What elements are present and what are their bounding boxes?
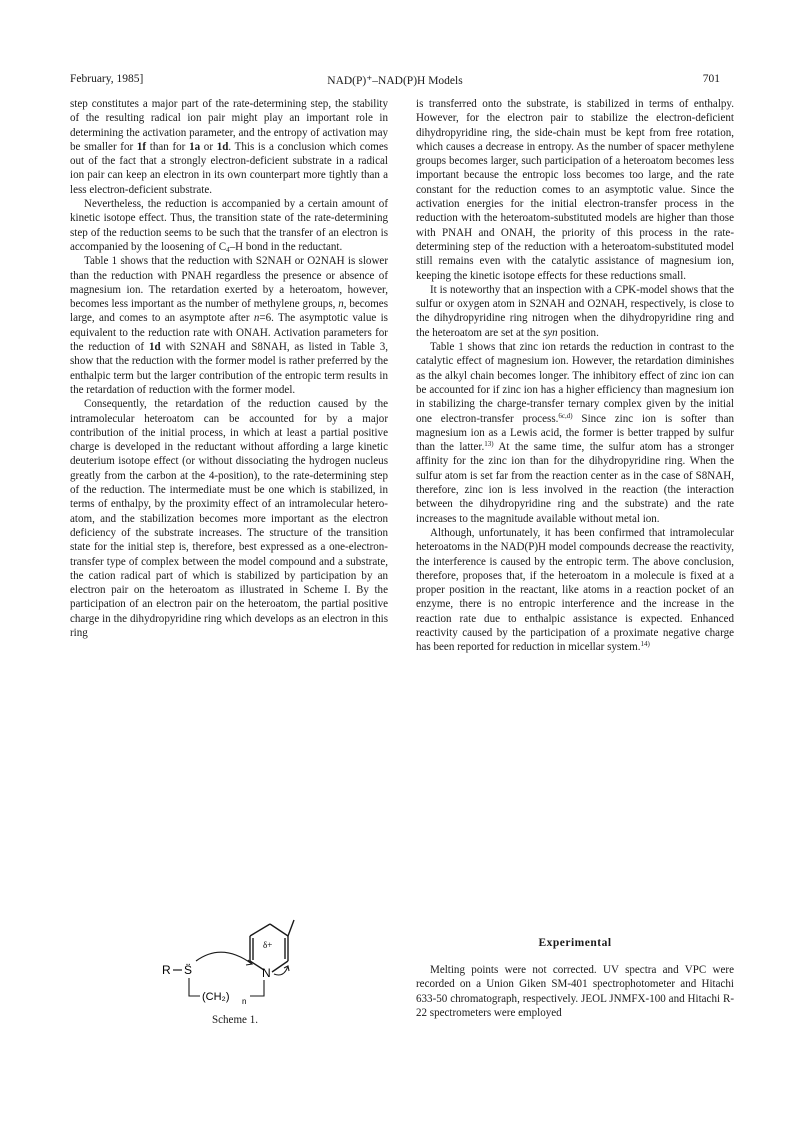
paragraph: It is noteworthy that an inspection with a CPK-model shows that the sulfur or oxygen atom in S2NAH and O2NAH, respectively, is close to the dihydropyridine ring nitrogen when the dihydropyridine ring and the heteroatom are set at the syn position. [416, 283, 734, 339]
experimental-column [416, 963, 734, 1020]
running-title: NAD(P)⁺–NAD(P)H Models [327, 75, 463, 87]
section-title: Experimental [538, 937, 612, 949]
page-number: 701 [702, 73, 720, 85]
scheme-caption: Scheme 1. [211, 1014, 259, 1026]
paragraph: Table 1 shows that zinc ion retards the reduction in contrast to the catalytic effect of magnesium ion. However, the retardation diminishes as the alkyl chain becomes longer. The inhibitory effect of zinc ion can be accounted for if zinc ion has a higher efficiency than magnesium ion in stabilizing the charge-transfer ternary complex given by the initial one electron-transfer process.$^{6c,d)}$ Since zinc ion is softer than magnesium ion as a Lewis acid, the former is better trapped by sulfur than the latter.$^{13)}$ At the same time, the sulfur atom has a stronger affinity for the zinc ion than for the dihydropyridine ring. When the sulfur atom is set far from the reaction center as in the case of S8NAH, therefore, zinc ion is less involved in the reaction (the interaction between the dihydropyridine ring and the substrate) and the rate increases to the magnitude available without metal ion. [416, 341, 734, 525]
r-group-label: R [162, 963, 171, 977]
page-header [70, 73, 720, 89]
paragraph: Although, unfortunately, it has been confirmed that intramolecular heteroatoms in the NAD(P)H model compounds decrease the reactivity, the interference is caused by the entropic term. The above conclusion, therefore, proposes that, if the heteroatom in a molecule is fixed at a proper position in the reactant, like atoms in a reaction pocket of an enzyme, there is no entropic interference and the increase in the reaction rate due to enthalpic assistance is expected. Enhanced reactivity caused by the participation of a proximate negative charge has been reported for reduction in micellar system.$^{14)}$ [416, 526, 734, 654]
sulfur-label: S̈ [184, 963, 193, 977]
methylene-chain-label: (CH₂) [202, 991, 230, 1003]
left-column [70, 97, 388, 640]
chain-subscript: n [242, 997, 247, 1006]
scheme-1-figure [160, 906, 310, 1016]
paragraph: is transferred onto the substrate, is stabilized in terms of enthalpy. However, for the electron pair to stabilize the electron-deficient dihydropyridine ring, the side-chain must be kept from free rotation, which causes a decrease in entropy. As the number of spacer methylene groups becomes larger, such participation of a heteroatom becomes less important because the entropic loss becomes too large, and the rate constant for the reduction comes to an asymptotic value. Since the activation energies for the initial electron-transfer process in the reduction with the heteroatom-substituted models are higher than those with PNAH and ONAH, the priority of this process in the rate-determining step of the reduction with a heteroatom-substituted model still remains even with the catalytic assistance of magnesium ion, keeping the kinetic isotope effects for these reductions small. [416, 98, 734, 282]
nitrogen-label: N [262, 966, 271, 980]
paragraph: Melting points were not corrected. UV spectra and VPC were recorded on a Union Giken SM-401 spectrophotometer and Hitachi 633-50 chromatograph, respectively. JEOL JNMFX-100 and Hitachi R-22 spectrometers were employed [416, 964, 734, 1019]
paragraph: Nevertheless, the reduction is accompanied by a certain amount of kinetic isotope effect. Thus, the transition state of the rate-determining step of the reduction seems to be such that the transfer of an electron is accompanied by the loosening of $C_4-H$ bond in the reductant. [70, 198, 388, 254]
paragraph: Table 1 shows that the reduction with S2NAH or O2NAH is slower than the reduction with PNAH regardless the presence or absence of magnesium ion. The retardation exerted by a heteroatom, however, becomes less important as the number of methylene groups, n, becomes large, and comes to an asymptote after n=6. The asymptotic value is equivalent to the reduction rate with ONAH. Activation parameters for the reduction of 1d with S2NAH and S8NAH, as listed in Table 3, show that the reduction with the former model is rather preferred by the enthalpic term but the larger contribution of the entropic term results in the retardation of reduction with the former model. [70, 255, 388, 396]
curved-arrow [196, 952, 252, 964]
paragraph: step constitutes a major part of the rate-determining step, the stability of the resulting radical ion pair might play an important role in determining the activation parameter, and the entropy of activation may be smaller for 1f than for 1a or 1d. This is a conclusion which comes out of the fact that a strongly electron-deficient substrate in a radical ion pair can keep an electron in its own counterpart more tightly than a less electron-deficient substrate. [70, 98, 389, 196]
right-column [416, 97, 734, 655]
journal-date: February, 1985] [70, 73, 144, 85]
paragraph: Consequently, the retardation of the reduction caused by the intramolecular heteroatom can be accounted for by a major contribution of the initial process, in which at least a partial positive charge is developed in the reductant without affording a large kinetic deuterium isotope effect (or without dissociating the hydrogen nucleus greatly from the carbon at the 4-position), to the rate-determining step of the reduction. The intermediate must be one which is stabilized, in terms of enthalpy, by the proximity effect of an intramolecular hetero-atom, and the stabilization becomes more important as the electron deficiency of the substrate increases. The structure of the transition state for the initial step is, therefore, best expressed as a one-electron-transfer type of complex between the model compound and a substrate, the cation radical part of which is stabilized by participation by an electron pair on the heteroatom as illustrated in Scheme I. By the participation of an electron pair on the heteroatom, the partial positive charge in the dihydropyridine ring which develops as an electron in this ring [70, 398, 388, 639]
partial-charge-label: δ+ [263, 940, 273, 950]
